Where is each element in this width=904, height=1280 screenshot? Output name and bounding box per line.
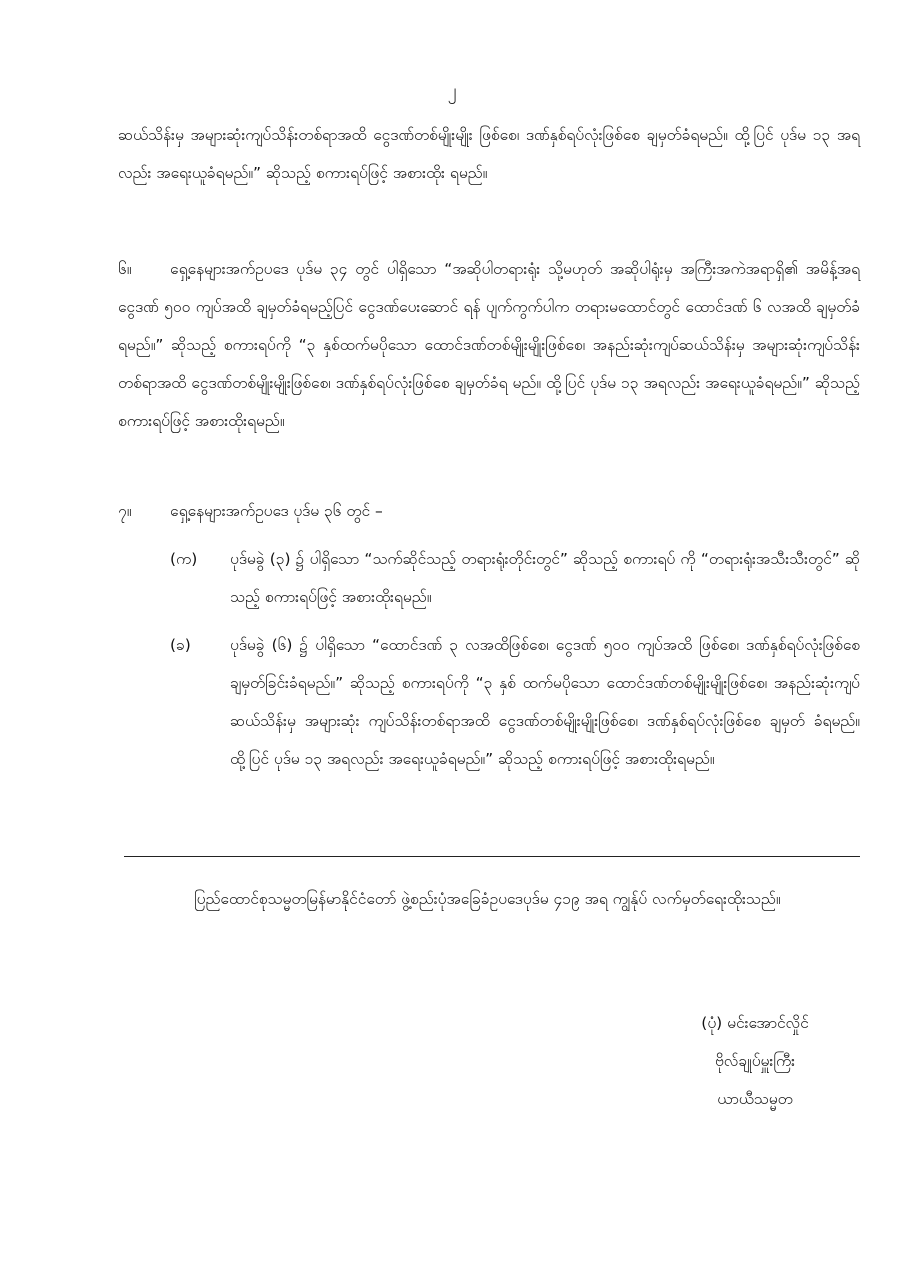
- section-6: [118, 250, 860, 440]
- signature-title: ယာယီသမ္မတ: [717, 1090, 793, 1108]
- signature-name: (ပုံ) မင်းအောင်လှိုင်: [701, 1014, 809, 1032]
- section-6-text: ရှေ့နေများအက်ဥပဒေ ပုဒ်မ ၃၄ တွင် ပါရှိသော “အဆိုပါတရားရုံး သို့မဟုတ် အဆိုပါရုံးမှ အကြီးအကဲအရာရှိ၏ အမိန့်အရ ငွေဒဏ် ၅၀၀ ကျပ်အထိ ချမှတ်ခံရမည့်ပြင် ငွေဒဏ်ပေးဆောင် ရန် ပျက်ကွက်ပါက တရားမထောင်တွင် ထောင်ဒဏ် ၆ လအထိ ချမှတ်ခံရမည်။” ဆိုသည့် စကားရပ်ကို “၃ နှစ်ထက်မပိုသော ထောင်ဒဏ်တစ်မျိုးမျိုးဖြစ်စေ၊ အနည်းဆုံးကျပ်ဆယ်သိန်းမှ အများဆုံးကျပ်သိန်းတစ်ရာအထိ ငွေဒဏ်တစ်မျိုးမျိုးဖြစ်စေ၊ ဒဏ်နှစ်ရပ်လုံးဖြစ်စေ ချမှတ်ခံရ မည်။ ထို့ပြင် ပုဒ်မ ၁၃ အရလည်း အရေးယူခံရမည်။” ဆိုသည့် စကားရပ်ဖြင့် အစားထိုးရမည်။: [118, 260, 860, 430]
- section-7-text: ရှေ့နေများအက်ဥပဒေ ပုဒ်မ ၃၆ တွင် –: [170, 502, 383, 520]
- signature-rank: ဗိုလ်ချုပ်မှူးကြီး: [714, 1052, 796, 1070]
- horizontal-divider: [124, 856, 860, 857]
- paragraph-continuation: ဆယ်သိန်းမှ အများဆုံးကျပ်သိန်းတစ်ရာအထိ ငွေဒဏ်တစ်မျိုးမျိုး ဖြစ်စေ၊ ဒဏ်နှစ်ရပ်လုံးဖြစ်စေ ချမှတ်ခံရမည်။ ထို့ပြင် ပုဒ်မ ၁၃ အရလည်း အရေးယူခံရမည်။” ဆိုသည့် စကားရပ်ဖြင့် အစားထိုး ရမည်။: [118, 126, 860, 182]
- subsection-kha-text: ပုဒ်မခွဲ (၆) ၌ ပါရှိသော “ထောင်ဒဏ် ၃ လအထိဖြစ်စေ၊ ငွေဒဏ် ၅၀၀ ကျပ်အထိ ဖြစ်စေ၊ ဒဏ်နှစ်ရပ်လုံးဖြစ်စေ ချမှတ်ခြင်းခံရမည်။” ဆိုသည့် စကားရပ်ကို “၃ နှစ် ထက်မပိုသော ထောင်ဒဏ်တစ်မျိုးမျိုးဖြစ်စေ၊ အနည်းဆုံးကျပ်ဆယ်သိန်းမှ အများဆုံး ကျပ်သိန်းတစ်ရာအထိ ငွေဒဏ်တစ်မျိုးမျိုးဖြစ်စေ၊ ဒဏ်နှစ်ရပ်လုံးဖြစ်စေ ချမှတ် ခံရမည်။ ထို့ပြင် ပုဒ်မ ၁၃ အရလည်း အရေးယူခံရမည်။” ဆိုသည့် စကားရပ်ဖြင့် အစားထိုးရမည်။: [230, 636, 860, 768]
- subsection-kha: [170, 626, 860, 778]
- page-number: ၂: [447, 80, 457, 101]
- enactment-clause: ပြည်ထောင်စုသမ္မတမြန်မာနိုင်ငံတော် ဖွဲ့စည်းပုံအခြေခံဥပဒေပုဒ်မ ၄၁၉ အရ ကျွန်ုပ် လက်မှတ်ရေးထိုးသည်။: [194, 890, 781, 908]
- section-6-number: ၆။: [118, 260, 132, 278]
- section-7-number: ၇။: [118, 502, 132, 520]
- subsection-ka-text: ပုဒ်မခွဲ (၃) ၌ ပါရှိသော “သက်ဆိုင်သည့် တရားရုံးတိုင်းတွင်” ဆိုသည့် စကားရပ် ကို “တရားရုံးအသီးသီးတွင်” ဆိုသည့် စကားရပ်ဖြင့် အစားထိုးရမည်။: [230, 550, 860, 606]
- subsection-ka-label: (က): [170, 550, 198, 568]
- section-7: [118, 492, 860, 530]
- subsection-ka: [170, 540, 860, 616]
- subsection-kha-label: (ခ): [170, 636, 191, 654]
